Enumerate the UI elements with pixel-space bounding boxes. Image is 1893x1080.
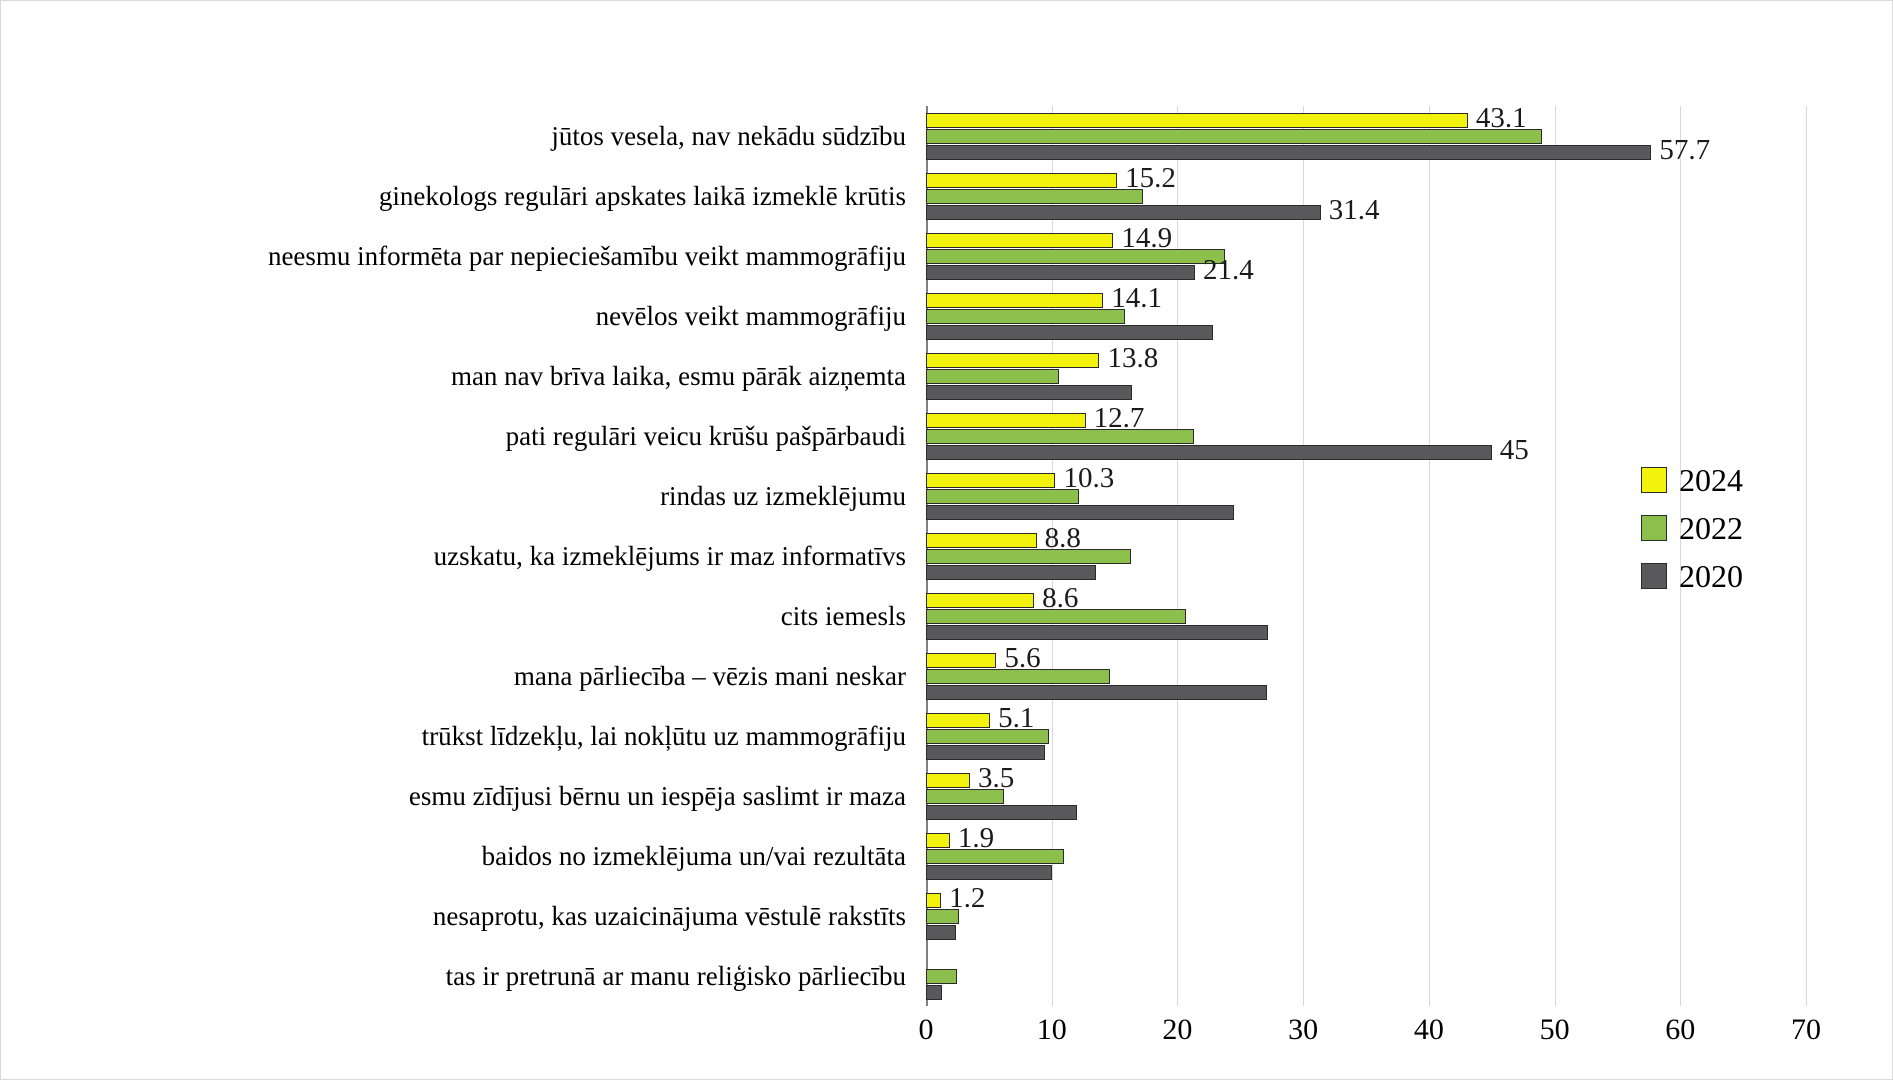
bar-2024 [926, 173, 1117, 188]
bar-2020 [926, 385, 1132, 400]
bar-2022 [926, 309, 1125, 324]
category-label: ginekologs regulāri apskates laikā izmeklē krūtis [378, 181, 906, 211]
bar-group [926, 646, 1806, 706]
data-label: 15.2 [1125, 162, 1176, 194]
bar-2020 [926, 445, 1492, 460]
category-label: pati regulāri veicu krūšu pašpārbaudi [505, 421, 906, 451]
bar-2024 [926, 233, 1113, 248]
data-label: 14.9 [1121, 222, 1173, 254]
category-label: neesmu informēta par nepieciešamību veikt mammogrāfiju [267, 241, 906, 271]
bar-2024 [926, 533, 1037, 548]
bar-2024 [926, 113, 1468, 128]
bar-2024 [926, 413, 1086, 428]
bar-2024 [926, 653, 996, 668]
bar-2022 [926, 969, 957, 984]
data-label: 5.1 [998, 702, 1035, 734]
bar-2022 [926, 129, 1542, 144]
bar-2020 [926, 805, 1077, 820]
bar-2020 [926, 565, 1096, 580]
legend-swatch-icon [1641, 515, 1667, 541]
data-label: 21.4 [1203, 254, 1254, 286]
chart-legend [1641, 456, 1831, 600]
category-label: trūkst līdzekļu, lai nokļūtu uz mammogrāfiju [421, 721, 906, 751]
bar-2024 [926, 713, 990, 728]
data-label: 1.9 [957, 822, 995, 854]
bar-group [926, 946, 1806, 1006]
bar-2024 [926, 353, 1099, 368]
category-label: nesaprotu, kas uzaicinājuma vēstulē rakstīts [432, 901, 906, 931]
category-label: tas ir pretrunā ar manu reliģisko pārliecību [445, 961, 906, 991]
category-label: rindas uz izmeklējumu [660, 481, 906, 511]
legend-item-2022[interactable] [1641, 504, 1831, 552]
bar-group [926, 286, 1806, 346]
data-label: 10.3 [1063, 462, 1115, 494]
data-label: 45 [1499, 434, 1529, 466]
bar-2020 [926, 505, 1234, 520]
bar-2020 [926, 325, 1213, 340]
legend-item-2024[interactable] [1641, 456, 1831, 504]
legend-label: 2024 [1679, 462, 1743, 498]
bar-2022 [926, 429, 1194, 444]
bar-2020 [926, 985, 942, 1000]
legend-item-2020[interactable] [1641, 552, 1831, 600]
data-label: 5.6 [1004, 642, 1041, 674]
bar-2020 [926, 865, 1052, 880]
value-axis-ticks [918, 1009, 1821, 1059]
data-label: 14.1 [1111, 282, 1162, 314]
bar-2024 [926, 893, 941, 908]
data-label: 43.1 [1475, 102, 1527, 134]
legend-label: 2020 [1679, 558, 1743, 594]
category-label: jūtos vesela, nav nekādu sūdzību [551, 121, 906, 151]
bar-group [926, 826, 1806, 886]
bar-2022 [926, 189, 1143, 204]
bar-2022 [926, 489, 1079, 504]
data-label: 12.7 [1093, 402, 1145, 434]
bar-2024 [926, 833, 950, 848]
legend-swatch-icon [1641, 563, 1667, 589]
bar-2020 [926, 265, 1195, 280]
bar-2020 [926, 625, 1268, 640]
x-tick-label: 30 [1288, 1013, 1319, 1046]
bar-2022 [926, 249, 1225, 264]
category-axis-labels [61, 106, 906, 1006]
bar-2020 [926, 925, 956, 940]
category-label: man nav brīva laika, esmu pārāk aizņemta [450, 361, 906, 391]
x-tick-label: 50 [1539, 1013, 1570, 1046]
x-tick-label: 60 [1665, 1013, 1696, 1046]
x-tick-label: 0 [918, 1013, 934, 1046]
category-label: esmu zīdījusi bērnu un iespēja saslimt ir maza [408, 781, 906, 811]
bar-2020 [926, 685, 1267, 700]
x-tick-label: 10 [1036, 1013, 1067, 1046]
bar-group [926, 226, 1806, 286]
x-tick-label: 70 [1791, 1013, 1821, 1046]
data-label: 8.6 [1042, 582, 1079, 614]
bar-2020 [926, 205, 1321, 220]
bar-2024 [926, 473, 1055, 488]
x-tick-label: 20 [1162, 1013, 1193, 1046]
bar-2024 [926, 593, 1034, 608]
bar-2020 [926, 745, 1045, 760]
category-label: nevēlos veikt mammogrāfiju [595, 301, 906, 331]
x-tick-label: 40 [1413, 1013, 1444, 1046]
bar-2022 [926, 849, 1064, 864]
data-label: 3.5 [978, 762, 1015, 794]
data-label: 13.8 [1107, 342, 1159, 374]
bar-2022 [926, 369, 1059, 384]
bar-2020 [926, 145, 1651, 160]
bar-group [926, 706, 1806, 766]
data-label: 57.7 [1659, 134, 1711, 166]
data-label: 31.4 [1328, 194, 1380, 226]
bar-group [926, 886, 1806, 946]
category-label: baidos no izmeklējuma un/vai rezultāta [481, 841, 906, 871]
bar-2024 [926, 773, 970, 788]
category-label: mana pārliecība – vēzis mani neskar [513, 661, 906, 691]
bar-2022 [926, 549, 1131, 564]
data-label: 8.8 [1044, 522, 1081, 554]
bar-group [926, 346, 1806, 406]
legend-swatch-icon [1641, 467, 1667, 493]
bar-group [926, 766, 1806, 826]
legend-label: 2022 [1679, 510, 1743, 546]
data-label: 1.2 [949, 882, 986, 914]
bar-2024 [926, 293, 1103, 308]
category-label: uzskatu, ka izmeklējums ir maz informatīvs [433, 541, 906, 571]
category-label: cits iemesls [780, 601, 906, 631]
